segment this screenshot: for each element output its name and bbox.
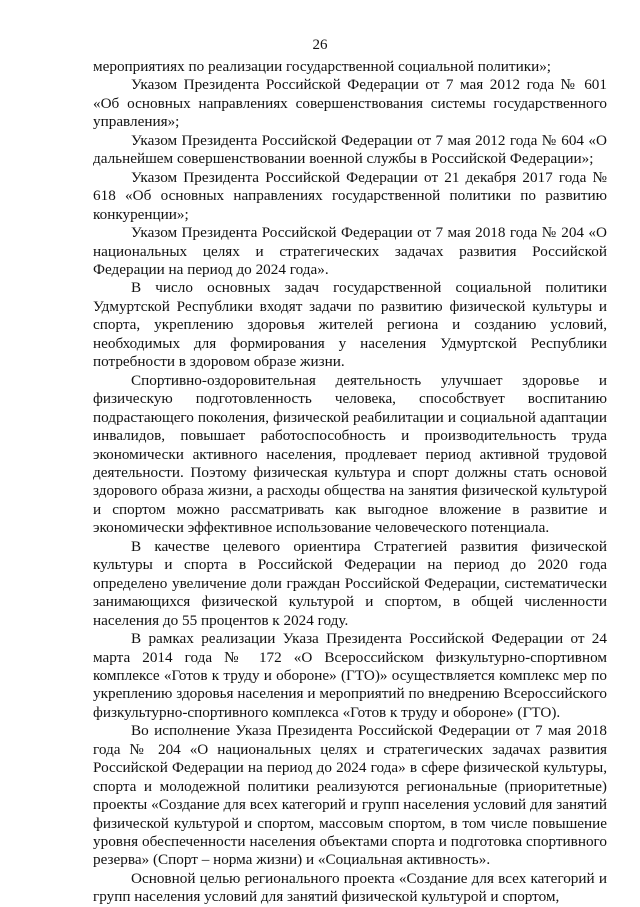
paragraph-project-goal: Основной целью регионального проекта «Создание для всех категорий и групп населения условий для занятий физической культурой и спортом, (93, 869, 607, 906)
paragraph-decree-618: Указом Президента Российской Федерации от 21 декабря 2017 года № 618 «Об основных направлениях государственной политики по развитию конкуренции»; (93, 168, 607, 223)
paragraph-regional-projects: Во исполнение Указа Президента Российской Федерации от 7 мая 2018 года № 204 «О национальных целях и стратегических задачах развития Российской Федерации на период до 2024 года» в сфере физической культуры, спорта и молодежной политики реализуются региональные (приоритетные) проекты «Создание для всех категорий и групп населения условий для занятий физической культурой и спортом, массовым спортом, в том числе повышение уровня обеспеченности населения объектами спорта и подготовка спортивного резерва» (Спорт – норма жизни) и «Социальная активность». (93, 722, 607, 869)
paragraph-continuation: мероприятиях по реализации государственной социальной политики»; (93, 58, 552, 75)
paragraph-decree-601: Указом Президента Российской Федерации от 7 мая 2012 года № 601 «Об основных направлениях совершенствования системы государственного управления»; (93, 76, 607, 131)
paragraph-gto-complex: В рамках реализации Указа Президента Российской Федерации от 24 марта 2014 года № 172 «О Всероссийском физкультурно-спортивном комплексе «Готов к труду и обороне» (ГТО)» осуществляется комплекс мер по укреплению здоровья населения и мероприятий по внедрению Всероссийского физкультурно-спортивного комплекса «Готов к труду и обороне» (ГТО). (93, 630, 607, 721)
paragraph-sport-activity: Спортивно-оздоровительная деятельность улучшает здоровье и физическую подготовленность человека, способствует воспитанию подрастающего поколения, физической реабилитации и социальной адаптации инвалидов, повышает работоспособность и производительность труда экономически активного населения, продлевает период активной трудовой деятельности. Поэтому физическая культура и спорт должны стать основой здорового образа жизни, а расходы общества на занятия физической культурой и спортом можно рассматривать как выгодное вложение в развитие и экономически эффективное использование человеческого потенциала. (93, 371, 607, 537)
paragraph-decree-604: Указом Президента Российской Федерации от 7 мая 2012 года № 604 «О дальнейшем совершенствовании военной службы в Российской Федерации»; (93, 131, 607, 168)
document-body (93, 58, 607, 907)
paragraph-social-policy-tasks: В число основных задач государственной социальной политики Удмуртской Республики входят задачи по развитию физической культуры и спорта, укреплению здоровья жителей региона и созданию условий, необходимых для формирования у населения Удмуртской Республики потребности в здоровом образе жизни. (93, 279, 607, 371)
page-number: 26 (312, 37, 328, 53)
paragraph-strategy-target: В качестве целевого ориентира Стратегией развития физической культуры и спорта в Российской Федерации на период до 2020 года определено увеличение доли граждан Российской Федерации, систематически занимающихся физической культурой и спортом, в общей численности населения до 55 процентов к 2024 году. (93, 537, 607, 629)
paragraph-decree-204: Указом Президента Российской Федерации от 7 мая 2018 года № 204 «О национальных целях и стратегических задачах развития Российской Федерации на период до 2024 года». (93, 224, 607, 278)
